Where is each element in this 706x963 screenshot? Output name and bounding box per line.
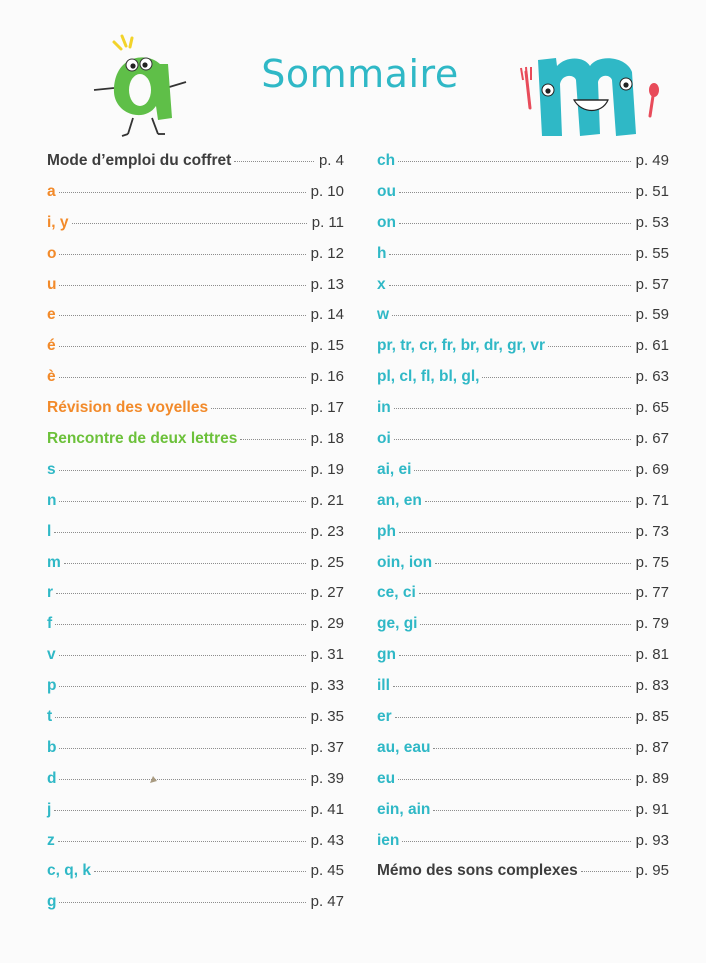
toc-entry-label: gn: [377, 646, 396, 664]
toc-entry-page-number: p. 67: [635, 430, 669, 448]
toc-entry[interactable]: [47, 208, 344, 239]
toc-entry[interactable]: [47, 517, 344, 548]
toc-entry-page-number: p. 41: [310, 800, 344, 818]
toc-entry[interactable]: [377, 146, 669, 177]
dot-leader: [234, 160, 314, 162]
toc-entry-page-number: p. 21: [310, 491, 344, 509]
dot-leader: [419, 592, 631, 594]
toc-entry-label: ou: [377, 182, 396, 200]
toc-entry-label: x: [377, 275, 386, 293]
toc-entry-label: er: [377, 708, 392, 726]
toc-entry-page-number: p. 65: [635, 399, 669, 417]
toc-right-column: [377, 146, 669, 887]
toc-entry-label: o: [47, 244, 57, 262]
dot-leader: [399, 531, 631, 533]
dot-leader: [395, 716, 631, 718]
dot-leader: [420, 623, 630, 625]
toc-entry-label: au, eau: [377, 738, 431, 756]
toc-entry[interactable]: [47, 609, 344, 640]
toc-entry[interactable]: [377, 578, 669, 609]
toc-entry-label: è: [47, 368, 56, 386]
dot-leader: [59, 345, 306, 347]
toc-entry-page-number: p. 55: [635, 244, 669, 262]
toc-entry-label: ge, gi: [377, 615, 418, 633]
toc-entry[interactable]: [377, 795, 669, 826]
toc-entry-page-number: p. 45: [310, 862, 344, 880]
toc-entry-page-number: p. 61: [635, 337, 669, 355]
toc-entry-page-number: p. 73: [635, 522, 669, 540]
toc-entry[interactable]: [47, 486, 344, 517]
toc-entry-label: eu: [377, 769, 396, 787]
toc-entry-label: c, q, k: [47, 862, 91, 880]
toc-entry-label: é: [47, 337, 56, 355]
toc-entry[interactable]: [377, 609, 669, 640]
toc-entry-label: ai, ei: [377, 460, 412, 478]
toc-entry-page-number: p. 77: [635, 584, 669, 602]
paper-speck: [148, 775, 158, 785]
toc-entry-page-number: p. 81: [635, 646, 669, 664]
toc-entry[interactable]: [47, 733, 344, 764]
toc-entry-page-number: p. 47: [310, 893, 344, 911]
toc-entry-label: m: [47, 553, 61, 571]
dot-leader: [394, 407, 631, 409]
toc-entry[interactable]: [377, 548, 669, 579]
dot-leader: [59, 314, 306, 316]
toc-entry-page-number: p. 83: [635, 677, 669, 695]
toc-entry-page-number: p. 14: [310, 306, 344, 324]
dot-leader: [59, 747, 305, 749]
toc-entry[interactable]: [47, 362, 344, 393]
toc-entry-label: an, en: [377, 491, 422, 509]
toc-entry[interactable]: [47, 795, 344, 826]
dot-leader: [392, 314, 631, 316]
toc-entry[interactable]: [377, 640, 669, 671]
toc-entry[interactable]: [47, 270, 344, 301]
dot-leader: [59, 253, 305, 255]
dot-leader: [414, 469, 630, 471]
toc-entry-page-number: p. 39: [310, 769, 344, 787]
toc-entry-label: ph: [377, 522, 396, 540]
toc-entry-page-number: p. 25: [310, 553, 344, 571]
page-title: Sommaire: [261, 52, 459, 96]
toc-entry-page-number: p. 89: [635, 769, 669, 787]
toc-entry-label: ill: [377, 677, 390, 695]
letter-m-character-icon: [516, 50, 666, 140]
toc-entry-page-number: p. 87: [635, 738, 669, 756]
toc-entry-label: oin, ion: [377, 553, 433, 571]
toc-entry-page-number: p. 16: [310, 368, 344, 386]
toc-entry[interactable]: [47, 856, 344, 887]
dot-leader: [399, 222, 631, 224]
dot-leader: [433, 747, 630, 749]
toc-entry-page-number: p. 12: [310, 244, 344, 262]
dot-leader: [393, 685, 631, 687]
toc-entry[interactable]: [47, 640, 344, 671]
toc-entry[interactable]: [47, 826, 344, 857]
dot-leader: [59, 778, 305, 780]
toc-entry[interactable]: [47, 239, 344, 270]
toc-entry-page-number: p. 15: [310, 337, 344, 355]
dot-leader: [55, 716, 305, 718]
toc-entry-label: h: [377, 244, 387, 262]
toc-entry-label: e: [47, 306, 56, 324]
toc-entry[interactable]: [47, 548, 344, 579]
dot-leader: [425, 500, 631, 502]
toc-entry-page-number: p. 10: [310, 182, 344, 200]
toc-entry-label: on: [377, 213, 396, 231]
toc-entry-label: p: [47, 677, 57, 695]
dot-leader: [435, 562, 631, 564]
toc-entry[interactable]: [47, 455, 344, 486]
toc-entry-page-number: p. 19: [310, 460, 344, 478]
toc-entry[interactable]: [377, 239, 669, 270]
toc-entry-label: n: [47, 491, 57, 509]
toc-entry-label: ce, ci: [377, 584, 416, 602]
toc-entry[interactable]: [377, 362, 669, 393]
toc-entry-page-number: p. 85: [635, 708, 669, 726]
toc-entry-page-number: p. 33: [310, 677, 344, 695]
toc-entry-label: ch: [377, 152, 396, 169]
toc-entry[interactable]: [47, 177, 344, 208]
toc-entry-label: in: [377, 399, 391, 417]
toc-entry-page-number: p. 27: [310, 584, 344, 602]
dot-leader: [54, 809, 305, 811]
toc-entry[interactable]: [47, 702, 344, 733]
toc-entry-page-number: p. 91: [635, 800, 669, 818]
toc-entry[interactable]: [377, 733, 669, 764]
toc-entry-page-number: p. 11: [311, 213, 344, 231]
toc-entry-page-number: p. 17: [310, 399, 344, 417]
toc-entry-page-number: p. 51: [635, 182, 669, 200]
dot-leader: [59, 191, 306, 193]
toc-entry-label: f: [47, 615, 53, 633]
toc-entry-page-number: p. 93: [635, 831, 669, 849]
toc-entry-page-number: p. 75: [635, 553, 669, 571]
dot-leader: [433, 809, 630, 811]
toc-entry-label: Mémo des sons complexes: [377, 862, 578, 880]
toc-entry-label: pl, cl, fl, bl, gl,: [377, 368, 480, 386]
dot-leader: [58, 840, 306, 842]
dot-leader: [59, 500, 305, 502]
dot-leader: [211, 407, 306, 409]
toc-entry[interactable]: [377, 517, 669, 548]
toc-entry[interactable]: [377, 270, 669, 301]
dot-leader: [581, 870, 631, 872]
toc-entry[interactable]: [47, 578, 344, 609]
toc-entry-label: ien: [377, 831, 400, 849]
toc-entry-label: Mode d’emploi du coffret: [47, 152, 232, 169]
toc-entry[interactable]: [47, 300, 344, 331]
dot-leader: [64, 562, 306, 564]
toc-entry-label: g: [47, 893, 57, 911]
dot-leader: [72, 222, 307, 224]
dot-leader: [402, 840, 630, 842]
letter-a-character-icon: [88, 30, 198, 140]
toc-entry-label: pr, tr, cr, fr, br, dr, gr, vr: [377, 337, 545, 355]
dot-leader: [482, 376, 630, 378]
toc-entry-page-number: p. 95: [635, 862, 669, 880]
toc-entry-label: v: [47, 646, 56, 664]
toc-entry-label: s: [47, 460, 56, 478]
toc-entry[interactable]: [377, 177, 669, 208]
toc-entry[interactable]: [377, 486, 669, 517]
toc-entry-label: w: [377, 306, 390, 324]
dot-leader: [59, 654, 306, 656]
toc-entry-page-number: p. 37: [310, 738, 344, 756]
dot-leader: [398, 778, 631, 780]
toc-entry[interactable]: [47, 424, 344, 455]
dot-leader: [59, 685, 305, 687]
toc-entry[interactable]: [377, 826, 669, 857]
dot-leader: [94, 870, 306, 872]
dot-leader: [548, 345, 631, 347]
dot-leader: [240, 438, 305, 440]
toc-entry-label: l: [47, 522, 52, 540]
dot-leader: [59, 284, 305, 286]
toc-entry-label: t: [47, 708, 53, 726]
toc-entry[interactable]: [377, 393, 669, 424]
toc-entry[interactable]: [377, 671, 669, 702]
dot-leader: [394, 438, 631, 440]
dot-leader: [399, 191, 631, 193]
dot-leader: [59, 901, 305, 903]
dot-leader: [59, 376, 306, 378]
toc-entry-page-number: p. 43: [310, 831, 344, 849]
toc-entry-page-number: p. 23: [310, 522, 344, 540]
toc-entry[interactable]: [47, 146, 344, 177]
toc-entry-label: r: [47, 584, 54, 602]
toc-entry-label: i, y: [47, 213, 69, 231]
dot-leader: [56, 592, 306, 594]
toc-left-column: [47, 146, 344, 918]
toc-entry-label: oi: [377, 430, 391, 448]
toc-entry[interactable]: [377, 856, 669, 887]
toc-entry-label: Rencontre de deux lettres: [47, 430, 238, 448]
dot-leader: [55, 623, 305, 625]
toc-entry-page-number: p. 59: [635, 306, 669, 324]
dot-leader: [54, 531, 305, 533]
dot-leader: [399, 654, 631, 656]
toc-entry-page-number: p. 79: [635, 615, 669, 633]
toc-entry-page-number: p. 63: [635, 368, 669, 386]
toc-entry-page-number: p. 69: [635, 460, 669, 478]
toc-entry[interactable]: [47, 671, 344, 702]
toc-entry[interactable]: [377, 455, 669, 486]
toc-entry[interactable]: [47, 331, 344, 362]
toc-entry-page-number: p. 18: [310, 430, 344, 448]
toc-entry-page-number: p. 49: [635, 152, 669, 169]
toc-entry-label: d: [47, 769, 57, 787]
toc-entry[interactable]: [377, 208, 669, 239]
toc-entry[interactable]: [377, 764, 669, 795]
toc-entry-page-number: p. 4: [318, 152, 344, 169]
toc-entry-page-number: p. 71: [635, 491, 669, 509]
toc-entry-page-number: p. 53: [635, 213, 669, 231]
toc-entry-label: a: [47, 182, 56, 200]
toc-entry-page-number: p. 13: [310, 275, 344, 293]
toc-entry[interactable]: [47, 887, 344, 918]
toc-entry-label: Révision des voyelles: [47, 399, 209, 417]
toc-entry-label: j: [47, 800, 52, 818]
toc-entry[interactable]: [377, 702, 669, 733]
toc-entry[interactable]: [377, 300, 669, 331]
toc-entry-label: ein, ain: [377, 800, 431, 818]
toc-entry[interactable]: [47, 764, 344, 795]
toc-entry-label: z: [47, 831, 55, 849]
toc-entry-page-number: p. 35: [310, 708, 344, 726]
toc-entry-page-number: p. 29: [310, 615, 344, 633]
toc-entry[interactable]: [377, 331, 669, 362]
toc-entry[interactable]: [47, 393, 344, 424]
toc-entry-page-number: p. 57: [635, 275, 669, 293]
dot-leader: [398, 160, 631, 162]
dot-leader: [389, 253, 630, 255]
toc-entry-page-number: p. 31: [310, 646, 344, 664]
dot-leader: [59, 469, 306, 471]
toc-entry[interactable]: [377, 424, 669, 455]
toc-entry-label: u: [47, 275, 57, 293]
dot-leader: [389, 284, 631, 286]
toc-entry-label: b: [47, 738, 57, 756]
